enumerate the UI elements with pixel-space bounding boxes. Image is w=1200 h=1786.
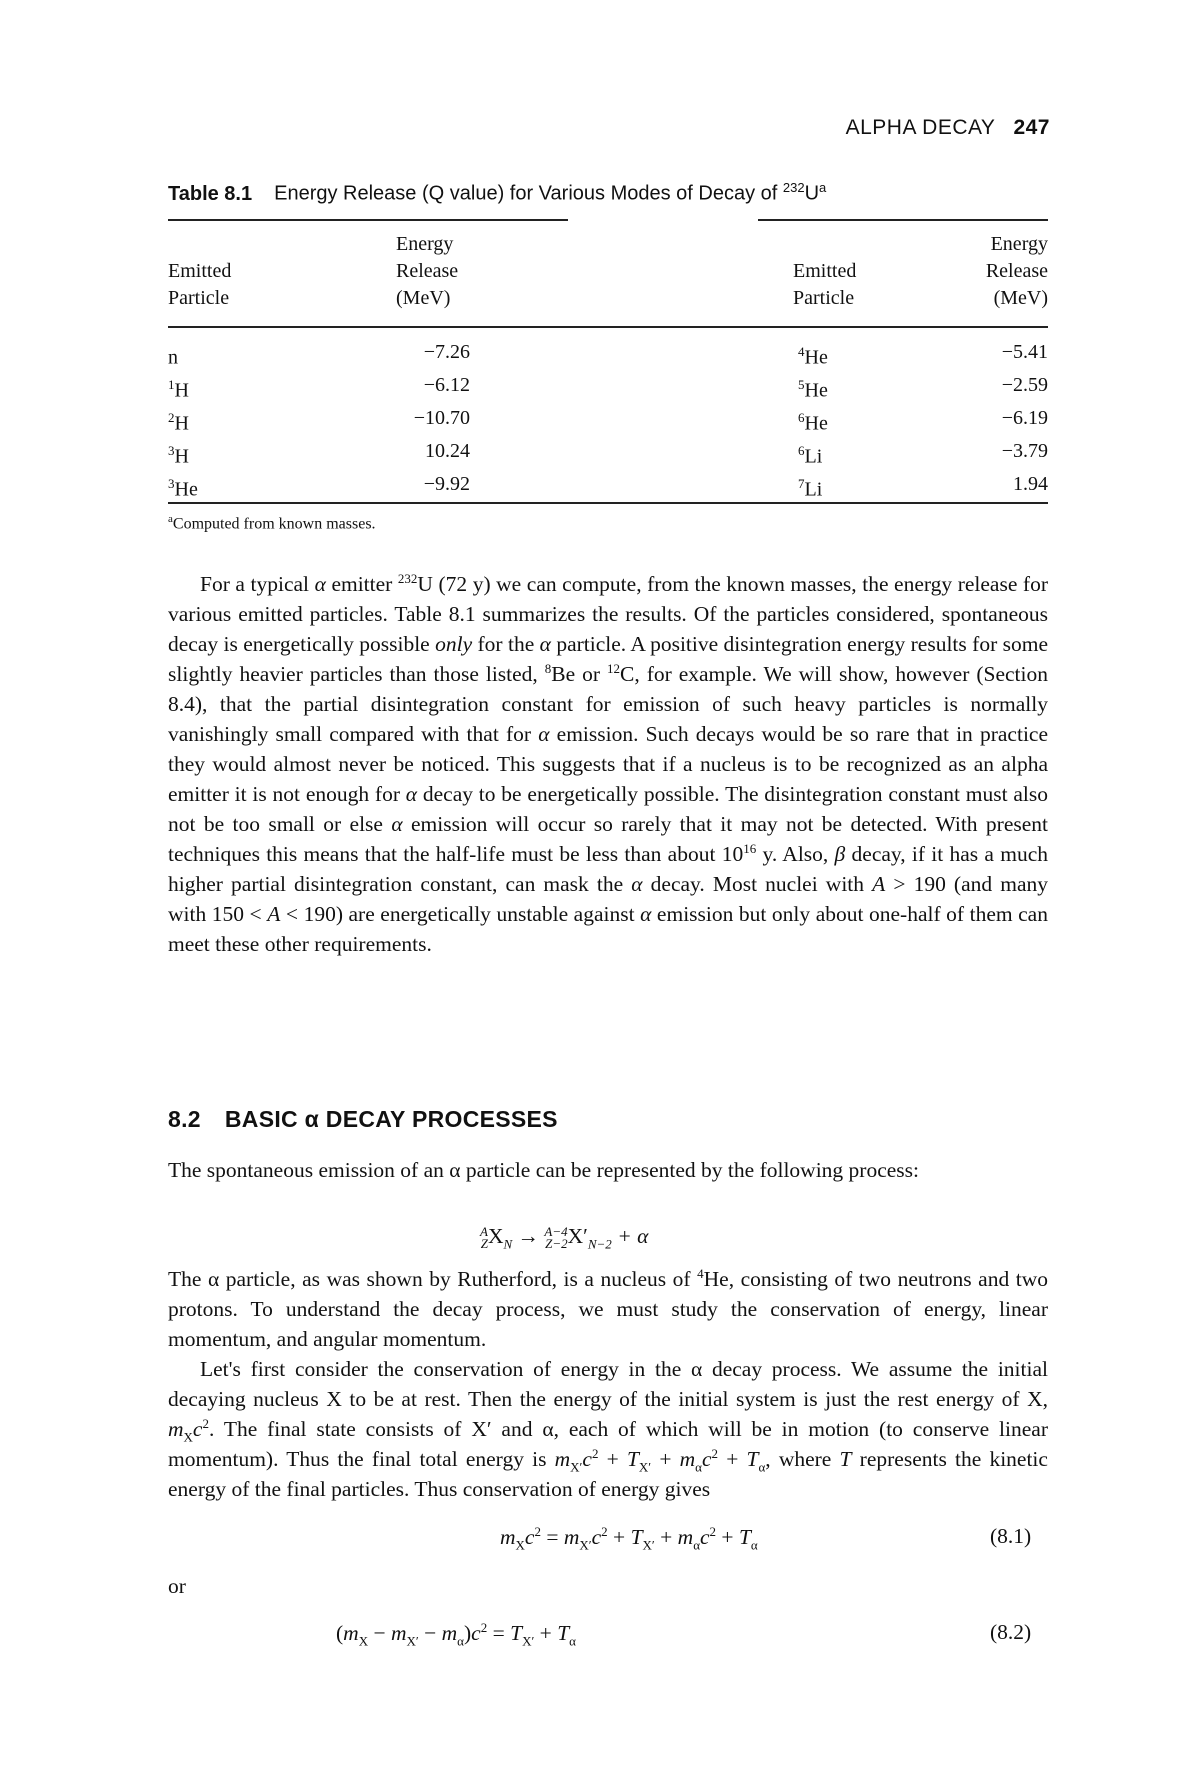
section-number: 8.2 [168, 1106, 201, 1132]
caption-note-mark: a [819, 180, 827, 195]
running-title: ALPHA DECAY [845, 116, 996, 139]
col-header-right-particle: Emitted Particle [793, 260, 857, 309]
paragraph-3: The α particle, as was shown by Rutherford, is a nucleus of $^4$He, consisting of two neutrons and two protons. To understand the decay process, we must study the conservation of energy, linear momentum, and angular momentum. [168, 1265, 1048, 1351]
equation-number-8-2: (8.2) [990, 1620, 1032, 1644]
equation-8-2: $(m_X - m_{X'} - m_\alpha)c^2 = T_{X'} + T_\alpha$ [336, 1620, 576, 1649]
table-bottom-rule [168, 502, 1048, 504]
paragraph-4: Let's first consider the conservation of energy in the α decay process. We assume the initial decaying nucleus X to be at rest. Then the energy of the initial system is just the rest energy of X, $m_Xc^2$. The final state consists of X′ and α, each of which will be in motion (to conserve linear momentum). Thus the final total energy is $m_{X'}c^2 + T_{X'} + m_\alpha c^2 + T_\alpha$, where T represents the kinetic energy of the final particles. Thus conservation of energy gives [168, 1357, 1048, 1501]
table-caption-text: Energy Release (Q value) for Various Modes of Decay of [274, 182, 778, 205]
col-header-left-particle: Emitted Particle [168, 260, 232, 309]
table-top-rule [758, 219, 1048, 221]
or-word: or [168, 1574, 186, 1598]
caption-isotope-mass: 232 [782, 180, 805, 195]
table-footnote: $^a$Computed from known masses. [168, 513, 376, 533]
book-page: ALPHA DECAY 247 Table 8.1 Energy Release (Q value) for Various Modes of Decay of $^{232}U^a$ Emitted Particle Energy Release (MeV) Emitted Particle Energy Release (MeV) n −7.26 $^4$He −5.41 $^1$H −6.12 $^5$He −2.59 $^2$H −10.70 $^6$He −6.19 $^3$H 10.24 $^6$Li −3.79 $^3$He −9.92 $^7$Li 1.94 $^a$Computed from known masses. For a typical α emitter $^{232}$U (72 y) we can compute, from the known masses, the energy release for various emitted particles. Table 8.1 summarizes the results. Of the particles considered, spontaneous decay is energetically possible only for the α particle. A positive disintegration energy results for some slightly heavier particles than those listed, $^8$Be or $^{12}$C, for example. We will show, however (Section 8.4), that the partial disintegration constant for emission of such heavy particles is normally vanishingly small compared with that for α emission. Such decays would be so rare that in practice they would almost never be noticed. This suggests that if a nucleus is to be recognized as an alpha emitter it is not enough for α decay to be energetically possible. The disintegration constant must also not be too small or else α emission will occur so rarely that it may not be detected. With present techniques this means that the half-life must be less than about $10^{16}$ y. Also, β decay, if it has a much higher partial disintegration constant, can mask the α decay. Most nuclei with A > 190 (and many with 150 < A < 190) are energetically unstable against α emission but only about one-half of them can meet these other requirements. 8.2 BASIC α DECAY PROCESSES The spontaneous emission of an α particle can be represented by the following process: A Z $X_N$ → A−4 Z−2 $X'_{N-2} + \alpha$ The α particle, as was shown by Rutherford, is a nucleus of $^4$He, consisting of two neutrons and two protons. To understand the decay process, we must study the conservation of energy, linear momentum, and angular momentum. Let's first consider the conservation of energy in the α decay process. We assume the initial decaying nucleus X to be at rest. Then the energy of the initial system is just the rest energy of X, $m_Xc^2$. The final state consists of X′ and α, each of which will be in motion (to conserve linear momentum). Thus the final total energy is $m_{X'}c^2 + T_{X'} + m_\alpha c^2 + T_\alpha$, where T represents the kinetic energy of the final particles. Thus conservation of energy gives $m_Xc^2 = m_{X'}c^2 + T_{X'} + m_\alpha c^2 + T_\alpha$ (8.1) or $(m_X - m_{X'} - m_\alpha)c^2 = T_{X'} + T_\alpha$ (8.2) [168, 116, 1050, 1649]
running-head [846, 116, 1050, 140]
table-header-rule [168, 326, 1048, 328]
section-heading: 8.2 BASIC α DECAY PROCESSES [168, 1106, 558, 1132]
paragraph-2: The spontaneous emission of an α particle can be represented by the following process: [168, 1158, 919, 1182]
col-header-right-energy: Energy Release (MeV) [985, 233, 1048, 309]
caption-element: U [804, 182, 820, 205]
table-top-rule [168, 219, 568, 221]
table-label: Table 8.1 [168, 182, 253, 205]
paragraph-1: For a typical α emitter $^{232}$U (72 y) we can compute, from the known masses, the energy release for various emitted particles. Table 8.1 summarizes the results. Of the particles considered, spontaneous decay is energetically possible only for the α particle. A positive disintegration energy results for some slightly heavier particles than those listed, $^8$Be or $^{12}$C, for example. We will show, however (Section 8.4), that the partial disintegration constant for emission of such heavy particles is normally vanishingly small compared with that for α emission. Such decays would be so rare that in practice they would almost never be noticed. This suggests that if a nucleus is to be recognized as an alpha emitter it is not enough for α decay to be energetically possible. The disintegration constant must also not be too small or else α emission will occur so rarely that it may not be detected. With present techniques this means that the half-life must be less than about $10^{16}$ y. Also, β decay, if it has a much higher partial disintegration constant, can mask the α decay. Most nuclei with A > 190 (and many with 150 < A < 190) are energetically unstable against α emission but only about one-half of them can meet these other requirements. [168, 570, 1049, 956]
equation-number-8-1: (8.1) [990, 1524, 1032, 1548]
col-header-left-energy: Energy Release (MeV) [396, 233, 459, 309]
page-number: 247 [1013, 116, 1050, 139]
table-caption [168, 180, 826, 206]
alpha-decay-reaction: A Z $X_N$ → A−4 Z−2 $X'_{N-2} + \alpha$ [480, 1224, 649, 1252]
equation-8-1: $m_Xc^2 = m_{X'}c^2 + T_{X'} + m_\alpha c^2 + T_\alpha$ [500, 1524, 758, 1553]
